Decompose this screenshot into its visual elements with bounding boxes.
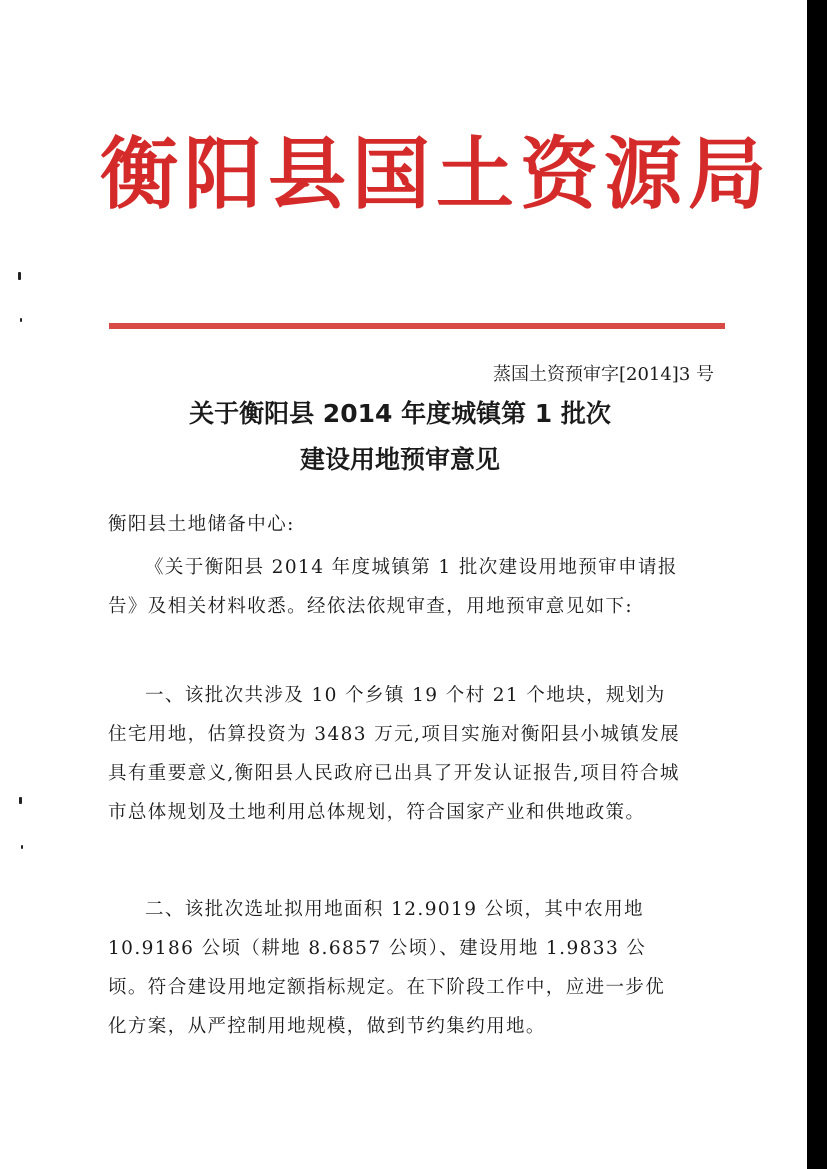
document-title-line-2: 建设用地预审意见 [299,445,500,474]
paragraph-intro [108,548,684,626]
scan-speck [19,797,22,804]
document-number: 蒸国土资预审字[2014]3 号 [492,364,714,385]
document-title-line-1: 关于衡阳县 2014 年度城镇第 1 批次 [189,399,611,428]
paragraph-intro-text: 《关于衡阳县 2014 年度城镇第 1 批次建设用地预审申请报告》及相关材料收悉。经依法依规审查，用地预审意见如下: [108,557,678,617]
masthead-org-name: 衡阳县国土资源局 [100,129,773,220]
paragraph-item-1-text: 一、该批次共涉及 10 个乡镇 19 个村 21 个地块，规划为住宅用地，估算投资为 3483 万元,项目实施对衡阳县小城镇发展具有重要意义,衡阳县人民政府已出具了开发认证报告,项目符合城市总体规划及土地利用总体规划，符合国家产业和供地政策。 [108,685,681,823]
scan-edge-shadow [807,0,827,1169]
paragraph-item-1 [108,676,684,832]
scan-speck [18,272,21,280]
paragraph-item-2-text: 二、该批次选址拟用地面积 12.9019 公顷，其中农用地 10.9186 公顷（耕地 8.6857 公顷）、建设用地 1.9833 公顷。符合建设用地定额指标规定。在下阶段工作中，应进一步优化方案，从严控制用地规模，做到节约集约用地。 [108,899,666,1037]
addressee: 衡阳县土地储备中心: [108,514,295,535]
masthead-red-rule [109,323,725,329]
paragraph-item-2 [108,890,684,1046]
scan-speck [20,318,22,322]
scan-speck [21,845,23,849]
